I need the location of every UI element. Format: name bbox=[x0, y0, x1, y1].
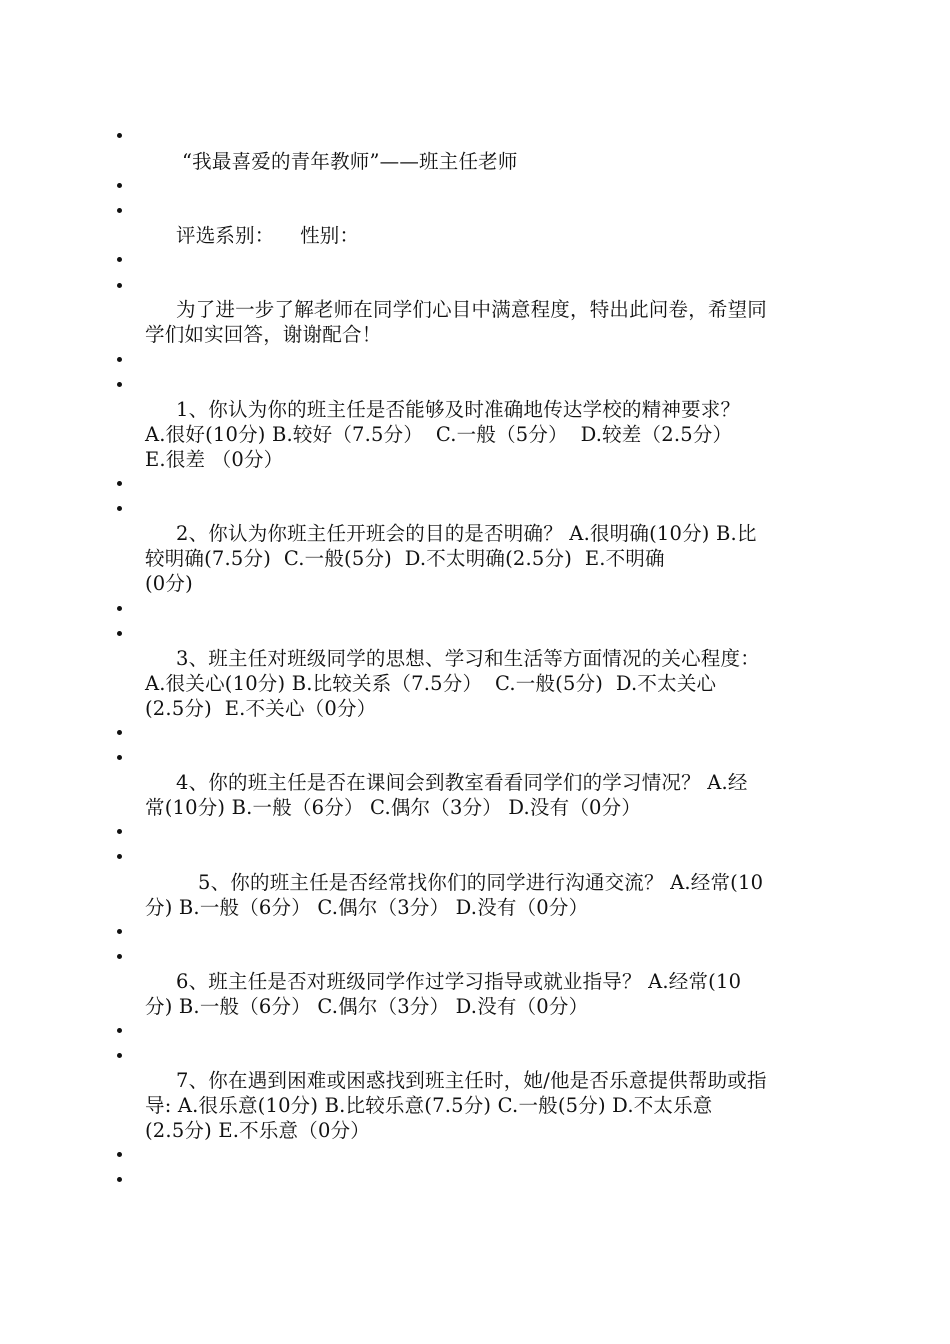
list-bullet bbox=[117, 1053, 122, 1058]
list-bullet bbox=[117, 755, 122, 760]
question-7-text: 7、你在遇到困难或困惑找到班主任时，她/他是否乐意提供帮助或指 bbox=[176, 1069, 767, 1092]
question-1-options: E.很差 （0分） bbox=[145, 448, 284, 471]
list-bullet bbox=[117, 829, 122, 834]
list-bullet bbox=[117, 730, 122, 735]
question-2-options: 较明确(7.5分) C.一般(5分) D.不太明确(2.5分) E.不明确 bbox=[145, 547, 665, 570]
question-6-options: 分) B.一般（6分） C.偶尔（3分） D.没有（0分） bbox=[145, 995, 589, 1018]
question-1-text: 1、你认为你的班主任是否能够及时准确地传达学校的精神要求？ bbox=[176, 398, 741, 421]
list-bullet bbox=[117, 183, 122, 188]
list-bullet bbox=[117, 357, 122, 362]
list-bullet bbox=[117, 929, 122, 934]
question-5-text: 5、你的班主任是否经常找你们的同学进行沟通交流？ A.经常(10 bbox=[198, 871, 764, 894]
list-bullet bbox=[117, 1028, 122, 1033]
question-7-options: (2.5分) E.不乐意（0分） bbox=[145, 1119, 370, 1142]
list-bullet bbox=[117, 631, 122, 636]
list-bullet bbox=[117, 133, 122, 138]
list-bullet bbox=[117, 854, 122, 859]
question-3-text: 3、班主任对班级同学的思想、学习和生活等方面情况的关心程度： bbox=[176, 647, 760, 670]
list-bullet bbox=[117, 382, 122, 387]
list-bullet bbox=[117, 506, 122, 511]
intro-text: 为了进一步了解老师在同学们心目中满意程度，特出此问卷，希望同 bbox=[176, 298, 768, 321]
list-bullet bbox=[117, 208, 122, 213]
list-bullet bbox=[117, 283, 122, 288]
list-bullet bbox=[117, 606, 122, 611]
list-bullet bbox=[117, 1152, 122, 1157]
question-3-options: (2.5分) E.不关心（0分） bbox=[145, 697, 377, 720]
list-bullet bbox=[117, 954, 122, 959]
question-2-options: (0分) bbox=[145, 572, 193, 595]
question-6-text: 6、班主任是否对班级同学作过学习指导或就业指导？ A.经常(10 bbox=[176, 970, 742, 993]
page-title: “我最喜爱的青年教师”——班主任老师 bbox=[182, 150, 518, 173]
list-bullet bbox=[117, 257, 122, 262]
list-bullet bbox=[117, 481, 122, 486]
question-4-text: 4、你的班主任是否在课间会到教室看看同学们的学习情况？ A.经 bbox=[176, 771, 748, 794]
question-3-options: A.很关心(10分) B.比较关系（7.5分） C.一般(5分) D.不太关心 bbox=[145, 672, 717, 695]
list-bullet bbox=[117, 1177, 122, 1182]
intro-text: 学们如实回答，谢谢配合！ bbox=[145, 323, 382, 346]
form-fields-line: 评选系别： 性别： bbox=[176, 224, 360, 247]
question-2-text: 2、你认为你班主任开班会的目的是否明确？ A.很明确(10分) B.比 bbox=[176, 522, 757, 545]
question-4-options: 常(10分) B.一般（6分） C.偶尔（3分） D.没有（0分） bbox=[145, 796, 642, 819]
question-5-options: 分) B.一般（6分） C.偶尔（3分） D.没有（0分） bbox=[145, 896, 589, 919]
question-1-options: A.很好(10分) B.较好（7.5分） C.一般（5分） D.较差（2.5分） bbox=[145, 423, 733, 446]
question-7-options: 导: A.很乐意(10分) B.比较乐意(7.5分) C.一般(5分) D.不太乐意 bbox=[145, 1094, 713, 1117]
